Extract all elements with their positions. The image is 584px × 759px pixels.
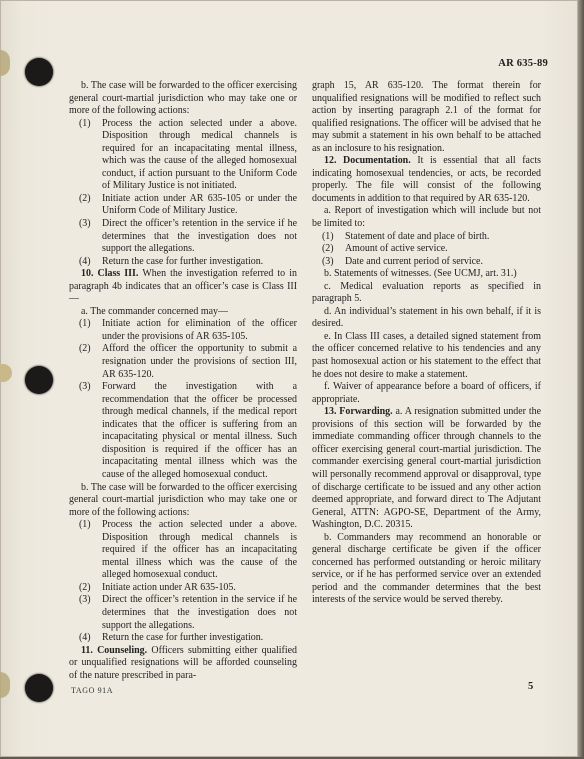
section-paragraph [312,406,541,531]
form-number: TAGO 91A [71,686,114,695]
page-edge [578,0,584,759]
paragraph: e. In Class III cases, a detailed signed statement from the officer concerned relative to his tendencies and any past homosexual action or his statement to the effect that he does not desire to make a statement. [312,330,541,380]
paragraph: f. Waiver of appearance before a board of officers, if appropriate. [312,381,541,405]
section-text: a. A resignation submitted under the provisions of this section will be forwarded by the immediate commanding officer through channels to the officer exercising general court-martial jurisdiction. The commander exercising general court-martial jurisdiction will personally recommend approval or disapproval, type of discharge certificate to be issued and any other action deemed appropriate, and forward direct to The Adjutant General, ATTN: AGPO-SE, Department of the Army, Washington, D.C. 20315. [312,406,542,531]
list-item-text: Forward the investigation with a recommendation that the officer be processed through medical channels, if the medical report indicates that the officer is suffering from an incapacitating physical or mental illness. Such disposition is required if the officer has an incapacitating mental illness which was the cause of the alleged homosexual conduct. [102,381,297,480]
paragraph: b. Statements of witnesses. (See UCMJ, art. 31.) [324,268,517,280]
list-item [69,594,297,632]
list-item-text: Return the case for further investigation. [102,255,264,267]
list-item-number: (1) [79,519,91,531]
list-item-text: Process the action selected under a above. Disposition through medical channels is required if the officer has an incapacitating mental illness which was the cause of the alleged homosexual conduct. [102,519,297,581]
list-item-text: Direct the officer’s retention in the service if he determines that the investigation does not support the allegations. [102,218,297,255]
section-heading: 13. Forwarding. [324,406,393,418]
list-item-number: (1) [79,117,91,129]
list-item [69,256,297,269]
list-item-number: (2) [322,243,334,255]
right-text-column [312,80,541,607]
list-item-number: (2) [79,343,91,355]
list-item [69,318,297,343]
list-item-text: Date and current period of service. [345,255,483,267]
list-item-number: (4) [79,255,91,267]
list-item-text: Direct the officer’s retention in the service if he determines that the investigation does not support the allegations. [102,594,297,631]
paragraph: b. The case will be forwarded to the officer exercising general court-martial jurisdiction who may take one or more of the following actions: [69,80,297,117]
list-item-number: (3) [322,255,334,267]
section-text: Officers submitting either qualified or unqualified resignations will be afforded counseling of the nature prescribed in para- [69,644,298,681]
section-paragraph [312,155,541,205]
list-item [69,582,297,595]
paragraph: a. The commander concerned may— [81,305,228,317]
list-item-text: Statement of date and place of birth. [345,230,490,242]
section-heading: 12. Documentation. [324,155,411,167]
list-item-number: (1) [79,318,91,330]
list-item-text: Process the action selected under a above. Disposition through medical channels is required for an incapacitating mental illness, which was the cause of the alleged homosexual conduct, if action pursuant to the Uniform Code of Military Justice is not initiated. [102,117,297,192]
section-text: When the investigation referred to in paragraph 4b indicates that an officer’s case is Class III— [69,268,297,305]
paragraph: b. Commanders may recommend an honorable or general discharge certificate be given if the officer concerned has performed outstanding or heroic military service, or if he has performed service over an extended period and the commander determines that the best interests of the service would be served thereby. [312,531,541,606]
punch-hole [25,674,53,702]
list-item-number: (1) [322,230,334,242]
list-item [69,632,297,645]
paragraph: graph 15, AR 635-120. The format therein for unqualified resignations will be modified to reflect such action by inserting paragraph 2.1 of the format for qualified resignations. The officer will be advised that he may submit a statement in his own behalf to be attached as an inclosure to his resignation. [312,80,541,154]
list-item-text: Initiate action for elimination of the officer under the provisions of AR 635-105. [102,318,297,342]
list-item-number: (2) [79,192,91,204]
list-item-number: (3) [79,594,91,606]
binder-tab [0,364,12,382]
punch-hole [25,366,53,394]
section-heading: 11. Counseling. [81,644,148,656]
paragraph: b. The case will be forwarded to the officer exercising general court-martial jurisdiction who may take one or more of the following actions: [69,481,297,518]
paragraph: a. Report of investigation which will include but not be limited to: [312,205,541,230]
list-item-number: (3) [79,381,91,393]
section-paragraph [69,268,297,306]
paragraph: d. An individual’s statement in his own behalf, if it is desired. [312,305,541,330]
list-item [69,218,297,256]
section-heading: 10. Class III. [81,268,139,280]
document-id-header: AR 635-89 [498,58,548,69]
list-item [69,193,297,218]
list-item [69,381,297,481]
list-item-number: (2) [79,581,91,593]
list-item [312,243,541,256]
list-item [69,118,297,193]
left-text-column [69,80,297,682]
list-item [312,256,541,269]
list-item [69,519,297,582]
section-paragraph [69,645,297,683]
binder-tab [0,672,10,698]
paragraph: c. Medical evaluation reports as specified in paragraph 5. [312,280,541,305]
list-item [312,231,541,244]
page-number: 5 [528,681,534,692]
list-item-text: Afford the officer the opportunity to submit a resignation under the provisions of section III, AR 635-120. [102,343,297,380]
list-item [69,343,297,381]
list-item-text: Return the case for further investigation. [102,632,264,644]
section-text: It is essential that all facts indicating homosexual tendencies, or acts, be recorded properly. The file will consist of the following documents in addition to that required by AR 635-120. [312,155,541,204]
list-item-number: (4) [79,632,91,644]
punch-hole [25,58,53,86]
list-item-number: (3) [79,218,91,230]
list-item-text: Initiate action under AR 635-105. [102,581,236,593]
binder-tab [0,50,10,76]
list-item-text: Initiate action under AR 635-105 or under the Uniform Code of Military Justice. [102,192,297,217]
list-item-text: Amount of active service. [345,243,448,255]
